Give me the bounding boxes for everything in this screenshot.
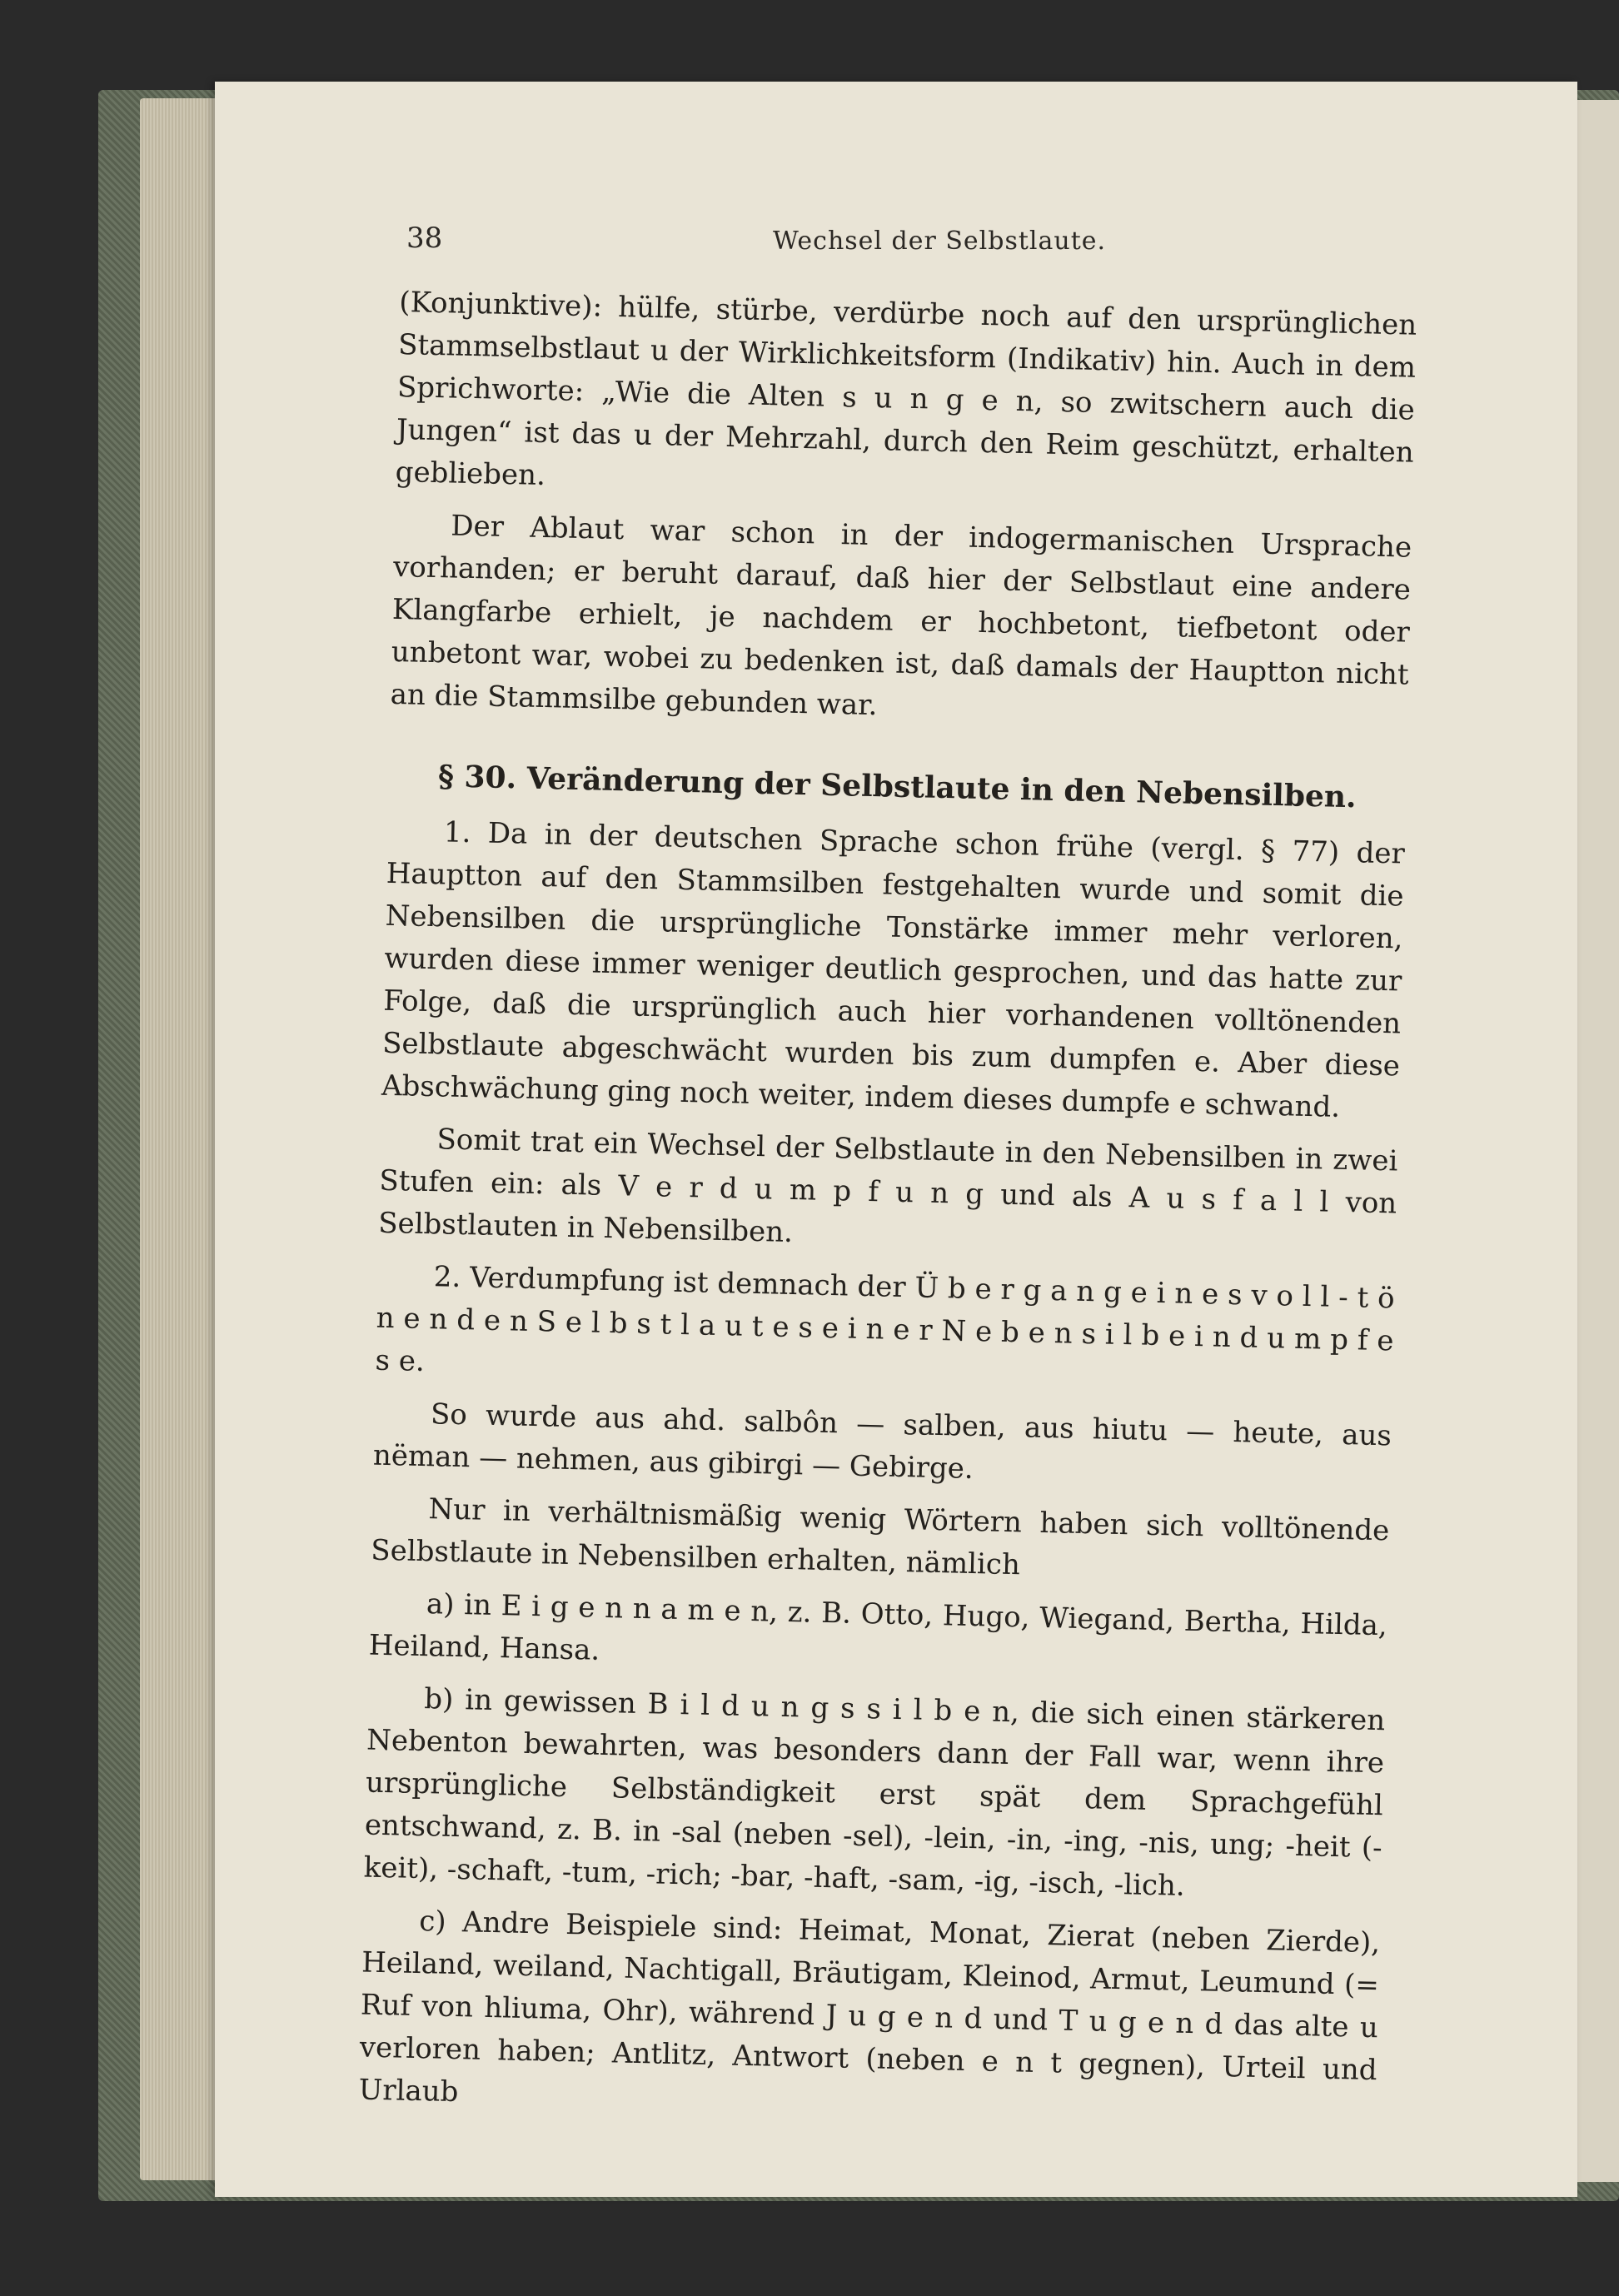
section-paragraph: So wurde aus ahd. salbôn — salben, aus hiutu — heute, aus nëman — nehmen, aus gibirgi — Gebirge. [372,1397,1392,1486]
running-title: Wechsel der Selbstlaute. [773,227,1107,256]
section-heading: § 30. Veränderung der Selbstlaute in den Nebensilben. [437,759,1357,815]
paragraph-1: (Konjunktive): hülfe, stürbe, verdürbe noch auf den ursprünglichen Stammselbstlaut u der Wirklichkeitsform (Indikativ) hin. Auch in dem Sprichworte: „Wie die Alten s u n g e n, so zwitschern auch die Jungen“ ist das u der Mehrzahl, durch den Reim geschützt, erhalten geblieben. [395,285,1417,493]
list-item-c: c) Andre Beispiele sind: Heimat, Monat, Zierat (neben Zierde), Heiland, weiland, Nachtigall, Bräutigam, Kleinod, Armut, Leumund (= Ruf von hliuma, Ohr), während J u g e n d und T u g e n d das alte u verloren haben; Antlitz, Antwort (neben e n t gegnen), Urteil und Urlaub [358,1905,1381,2109]
section-paragraph: 2. Verdumpfung ist demnach der Ü b e r g a n g e i n e s v o l l - t ö n e n d e n S e l b s t l a u t e s e i n e r N e b e n s i l b e i n d u m p f e s e. [375,1260,1396,1379]
book-page [215,82,1577,2197]
list-item-a: a) in E i g e n n a m e n, z. B. Otto, Hugo, Wiegand, Bertha, Hilda, Heiland, Hansa. [368,1587,1388,1667]
section-paragraph: Somit trat ein Wechsel der Selbstlaute in den Nebensilben in zwei Stufen ein: als V e r d u m p f u n g und als A u s f a l l von Selbstlauten in Nebensilben. [377,1123,1398,1249]
running-head [406,222,1289,271]
paragraph-2: Der Ablaut war schon in der indogermanischen Ursprache vorhanden; er beruht darauf, daß hier der Selbstlaut eine andere Klangfarbe erhielt, je nachdem er hochbetont, tiefbetont oder unbetont war, wobei zu bedenken ist, daß damals der Hauptton nicht an die Stammsilbe gebunden war. [390,509,1412,723]
page-body [358,281,1417,2144]
section-paragraph: 1. Da in der deutschen Sprache schon frühe (vergl. § 77) der Hauptton auf den Stammsilben festgehalten wurde und somit die Nebensilben die ursprüngliche Tonstärke immer mehr verloren, wurden diese immer weniger deutlich gesprochen, und das hatte zur Folge, daß die ursprünglich auch hier vorhandenen volltönenden Selbstlaute abgeschwächt wurden bis zum dumpfen e. Aber diese Abschwächung ging noch weiter, indem dieses dumpfe e schwand. [381,815,1406,1124]
list-item-b: b) in gewissen B i l d u n g s s i l b e n, die sich einen stärkeren Nebenton bewahrten, was besonders dann der Fall war, wenn ihre ursprüngliche Selbständigkeit erst spät dem Sprachgefühl entschwand, z. B. in -sal (neben -sel), -lein, -in, -ing, -nis, ung; -heit (-keit), -schaft, -tum, -rich; -bar, -haft, -sam, -ig, -isch, -lich. [363,1682,1386,1903]
section-paragraph: Nur in verhältnismäßig wenig Wörtern haben sich volltönende Selbstlaute in Nebensilben erhalten, nämlich [370,1492,1390,1582]
page-number: 38 [406,222,443,255]
